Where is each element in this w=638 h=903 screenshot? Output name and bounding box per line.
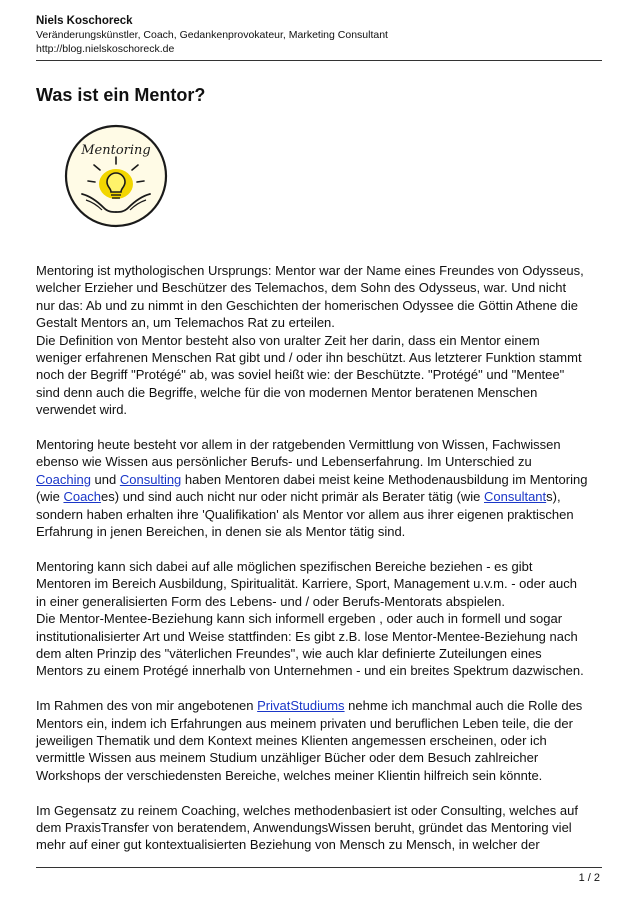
text-line: Mentoring ist mythologischen Ursprungs: Mentor war der Name eines Freundes von Odysseus, — [36, 263, 584, 278]
text-line: in einer generalisierten Form des Lebens- und / oder Berufs-Mentorats abspielen. — [36, 593, 505, 609]
page-number: 1 / 2 — [578, 872, 600, 884]
consulting-link[interactable]: Consulting — [119, 471, 182, 487]
text-line: Mentors ein, indem ich Erfahrungen aus meinem privaten und beruflichen Leben teile, die der — [36, 715, 573, 731]
text-line: Gestalt Mentors an, um Telemachos Rat zu erteilen. — [36, 315, 335, 331]
article-body — [36, 262, 602, 871]
page-title: Was ist ein Mentor? — [36, 85, 206, 105]
logo-text: Mentoring — [81, 143, 151, 158]
text-line: Workshops der verschiedensten Bereiche, welches meiner Klientin hilfreich sein könnte. — [36, 767, 543, 783]
consultant-link[interactable]: Consultant — [484, 489, 547, 505]
text-line: nur das: Ab und zu nimmt in den Geschichten der homerischen Odyssee die Göttin Athene die — [36, 297, 578, 313]
coaching-link[interactable]: Coaching — [36, 471, 91, 487]
document-header — [36, 14, 602, 56]
paragraph-mentoring-today — [36, 436, 602, 540]
text-line: sind denn auch die Begriffe, welche für die von modernen Mentor beratenen Menschen — [36, 384, 538, 400]
text-line: welcher Erzieher und Beschützer des Telemachos, dem Sohn des Odysseus, war. Und nicht — [36, 280, 567, 296]
text-line: mehr auf einer gut kontextualisierten Beziehung von Mensch zu Mensch, in welcher der — [36, 837, 540, 853]
text-line: Im Gegensatz zu reinem Coaching, welches methodenbasiert ist oder Consulting, welches auf — [36, 802, 578, 818]
text-line: jeweiligen Thematik und dem Kontext meines Klienten angemessen erscheinen, oder ich — [36, 732, 547, 748]
text-line: Mentoring kann sich dabei auf alle möglichen spezifischen Bereiche beziehen - es gibt — [36, 558, 533, 574]
text-segment: haben Mentoren dabei meist keine Methodenausbildung im Mentoring — [181, 471, 588, 487]
text-line: Die Mentor-Mentee-Beziehung kann sich informell ergeben , oder auch in formell und sogar — [36, 611, 563, 627]
text-line: Die Definition von Mentor besteht also von uralter Zeit her darin, dass ein Mentor einem — [36, 332, 540, 348]
header-divider — [36, 60, 602, 61]
author-name: Niels Koschoreck — [36, 15, 133, 27]
text-line: dem PraxisTransfer von beratendem, AnwendungsWissen beruht, gründet das Mentoring viel — [36, 819, 572, 835]
text-line: Erfahrung in jenen Bereichen, in denen sie als Mentor tätig sind. — [36, 524, 406, 540]
text-line: Mentoring heute besteht vor allem in der ratgebenden Vermittlung von Wissen, Fachwissen — [36, 437, 561, 453]
text-segment: und — [90, 471, 120, 487]
paragraph-areas — [36, 558, 602, 680]
text-line: institutionalisierter Art und Weise stattfinden: Es gibt z.B. lose Mentor-Mentee-Beziehung nach — [36, 628, 578, 644]
paragraph-origins — [36, 262, 602, 419]
author-tagline: Veränderungskünstler, Coach, Gedankenprovokateur, Marketing Consultant — [36, 29, 388, 41]
coach-link[interactable]: Coach — [63, 489, 102, 505]
text-line — [36, 471, 602, 488]
footer-divider — [36, 867, 602, 868]
text-segment: Im Rahmen des von mir angebotenen — [36, 698, 258, 714]
text-line: dem alten Prinzip des "väterlichen Freundes", wie auch klar definierte Zuteilungen eines — [36, 645, 542, 661]
text-line — [36, 488, 602, 505]
text-segment: es) und sind auch nicht nur oder nicht primär als Berater tätig (wie — [101, 489, 484, 505]
text-line: vermittle Wissen aus meinem Studium unzähliger Bücher oder dem Besuch zahlreicher — [36, 750, 539, 766]
text-segment: (wie — [36, 489, 64, 505]
text-segment: nehme ich manchmal auch die Rolle des — [344, 698, 583, 714]
text-line: Mentors zu einem Protégé innerhalb von Unternehmen - und ein breites Spektrum dazwischen. — [36, 663, 584, 679]
text-line: verwendet wird. — [36, 402, 128, 418]
privatstudiums-link[interactable]: PrivatStudiums — [257, 698, 345, 714]
text-line: ebenso wie Wissen aus persönlicher Berufs- und Lebenserfahrung. Im Unterschied zu — [36, 454, 532, 470]
mentoring-logo — [64, 124, 168, 228]
blog-url: http://blog.nielskoschoreck.de — [36, 43, 175, 55]
paragraph-privatstudium — [36, 697, 602, 784]
text-line: noch der Begriff "Protégé" ab, was soviel heißt wie: der Beschützte. "Protégé" und "Mentee" — [36, 367, 565, 383]
text-line: sondern haben erhalten ihre 'Qualifikation' als Mentor vor allem aus ihrer eigenen praktischen — [36, 506, 574, 522]
text-line: Mentoren im Bereich Ausbildung, Spiritualität. Karriere, Sport, Management u.v.m. - oder auch — [36, 576, 577, 592]
paragraph-contrast — [36, 802, 602, 854]
text-line — [36, 697, 602, 714]
text-segment: s), — [546, 489, 561, 505]
text-line: weniger erfahrenen Menschen Rat gibt und / oder ihn beschützt. Aus letzterer Funktion stammt — [36, 350, 582, 366]
